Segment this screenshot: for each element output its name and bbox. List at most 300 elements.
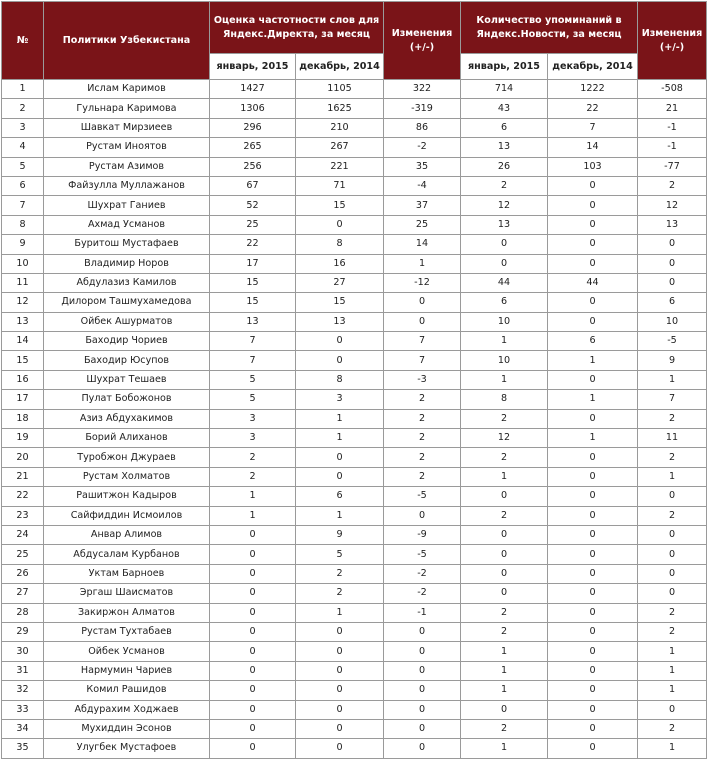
news-change-cell: -508	[638, 80, 707, 99]
row-number-cell: 22	[2, 487, 44, 506]
direct-change-cell: 14	[384, 235, 461, 254]
direct-change-cell: 322	[384, 80, 461, 99]
direct-change-cell: 2	[384, 467, 461, 486]
direct-change-cell: -1	[384, 603, 461, 622]
table-row	[2, 564, 707, 583]
news-change-cell: 7	[638, 390, 707, 409]
news-change-cell: 0	[638, 564, 707, 583]
direct-jan-2015-cell: 15	[210, 273, 296, 292]
table-row	[2, 157, 707, 176]
news-jan-2015-cell: 44	[461, 273, 548, 292]
direct-dec-2014-cell: 16	[296, 254, 384, 273]
news-dec-2014-cell: 0	[548, 719, 638, 738]
politician-name-cell: Рустам Тухтабаев	[44, 622, 210, 641]
direct-change-cell: 2	[384, 429, 461, 448]
news-jan-2015-cell: 1	[461, 332, 548, 351]
table-row	[2, 80, 707, 99]
news-change-cell: 2	[638, 176, 707, 195]
direct-jan-2015-cell: 0	[210, 661, 296, 680]
news-change-cell: 1	[638, 681, 707, 700]
news-jan-2015-cell: 0	[461, 525, 548, 544]
news-change-cell: 0	[638, 545, 707, 564]
row-number-cell: 11	[2, 273, 44, 292]
politician-name-cell: Нармумин Чариев	[44, 661, 210, 680]
direct-change-cell: -5	[384, 545, 461, 564]
news-jan-2015-cell: 1	[461, 467, 548, 486]
direct-change-cell: 0	[384, 312, 461, 331]
news-change-cell: 11	[638, 429, 707, 448]
news-change-cell: 0	[638, 525, 707, 544]
news-jan-2015-cell: 13	[461, 215, 548, 234]
news-change-cell: 21	[638, 99, 707, 118]
news-dec-2014-cell: 0	[548, 622, 638, 641]
row-number-cell: 16	[2, 370, 44, 389]
row-number-cell: 34	[2, 719, 44, 738]
direct-dec-2014-cell: 1	[296, 409, 384, 428]
news-dec-2014-cell: 0	[548, 700, 638, 719]
politician-name-cell: Туробжон Джураев	[44, 448, 210, 467]
direct-dec-2014-cell: 15	[296, 196, 384, 215]
news-dec-2014-cell: 0	[548, 448, 638, 467]
direct-jan-2015-cell: 0	[210, 700, 296, 719]
politician-name-cell: Абдулазиз Камилов	[44, 273, 210, 292]
news-change-cell: 6	[638, 293, 707, 312]
news-change-cell: 2	[638, 409, 707, 428]
politician-name-cell: Рустам Холматов	[44, 467, 210, 486]
direct-dec-2014-cell: 0	[296, 467, 384, 486]
direct-change-cell: -3	[384, 370, 461, 389]
table-row	[2, 642, 707, 661]
news-jan-2015-cell: 2	[461, 506, 548, 525]
table-row	[2, 293, 707, 312]
news-jan-2015-cell: 6	[461, 118, 548, 137]
direct-change-cell: 0	[384, 293, 461, 312]
news-dec-2014-cell: 0	[548, 312, 638, 331]
news-dec-2014-cell: 0	[548, 545, 638, 564]
politician-name-cell: Ахмад Усманов	[44, 215, 210, 234]
politician-name-cell: Пулат Бобожонов	[44, 390, 210, 409]
news-jan-2015-cell: 2	[461, 176, 548, 195]
news-change-cell: 9	[638, 351, 707, 370]
direct-jan-2015-cell: 22	[210, 235, 296, 254]
direct-jan-2015-cell: 52	[210, 196, 296, 215]
news-change-cell: 1	[638, 642, 707, 661]
news-dec-2014-cell: 103	[548, 157, 638, 176]
direct-dec-2014-cell: 2	[296, 584, 384, 603]
news-dec-2014-cell: 1	[548, 351, 638, 370]
direct-jan-2015-cell: 15	[210, 293, 296, 312]
direct-jan-2015-cell: 7	[210, 332, 296, 351]
news-jan-2015-cell: 0	[461, 235, 548, 254]
direct-dec-2014-cell: 1105	[296, 80, 384, 99]
news-change-cell: 0	[638, 254, 707, 273]
direct-change-cell: -319	[384, 99, 461, 118]
direct-change-cell: 7	[384, 332, 461, 351]
direct-dec-2014-cell: 6	[296, 487, 384, 506]
direct-dec-2014-cell: 27	[296, 273, 384, 292]
table-row	[2, 700, 707, 719]
header-row	[2, 2, 707, 54]
direct-jan-2015-cell: 2	[210, 467, 296, 486]
row-number-cell: 1	[2, 80, 44, 99]
news-jan-2015-cell: 2	[461, 622, 548, 641]
direct-jan-2015-cell: 0	[210, 584, 296, 603]
news-dec-2014-cell: 0	[548, 409, 638, 428]
direct-dec-2014-cell: 1	[296, 429, 384, 448]
direct-dec-2014-cell: 0	[296, 681, 384, 700]
news-jan-2015-cell: 2	[461, 448, 548, 467]
direct-change-cell: -9	[384, 525, 461, 544]
direct-dec-2014-cell: 1625	[296, 99, 384, 118]
news-change-cell: 13	[638, 215, 707, 234]
news-change-cell: -1	[638, 118, 707, 137]
direct-change-cell: -4	[384, 176, 461, 195]
row-number-cell: 6	[2, 176, 44, 195]
politician-name-cell: Уктам Барноев	[44, 564, 210, 583]
politician-name-cell: Рустам Иноятов	[44, 138, 210, 157]
news-change-cell: 0	[638, 584, 707, 603]
direct-dec-2014-cell: 9	[296, 525, 384, 544]
news-jan-2015-cell: 2	[461, 719, 548, 738]
news-dec-2014-cell: 0	[548, 467, 638, 486]
table-row	[2, 603, 707, 622]
politician-name-cell: Рустам Азимов	[44, 157, 210, 176]
row-number-cell: 7	[2, 196, 44, 215]
direct-jan-2015-cell: 0	[210, 681, 296, 700]
row-number-cell: 20	[2, 448, 44, 467]
table-row	[2, 390, 707, 409]
row-number-cell: 23	[2, 506, 44, 525]
news-jan-2015-cell: 2	[461, 603, 548, 622]
row-number-cell: 26	[2, 564, 44, 583]
news-dec-2014-cell: 1	[548, 390, 638, 409]
row-number-cell: 3	[2, 118, 44, 137]
news-dec-2014-cell: 0	[548, 254, 638, 273]
direct-jan-2015-cell: 1427	[210, 80, 296, 99]
direct-change-cell: 0	[384, 642, 461, 661]
news-dec-2014-cell: 44	[548, 273, 638, 292]
direct-dec-2014-cell: 15	[296, 293, 384, 312]
direct-change-cell: 0	[384, 681, 461, 700]
news-change-cell: 2	[638, 506, 707, 525]
row-number-cell: 8	[2, 215, 44, 234]
news-change-cell: 1	[638, 467, 707, 486]
direct-dec-2014-cell: 8	[296, 235, 384, 254]
news-dec-2014-cell: 0	[548, 603, 638, 622]
direct-dec-2014-cell: 0	[296, 700, 384, 719]
direct-dec-2014-cell: 71	[296, 176, 384, 195]
direct-dec-2014-cell: 0	[296, 642, 384, 661]
direct-change-cell: 37	[384, 196, 461, 215]
news-dec-2014-cell: 0	[548, 506, 638, 525]
news-jan-2015-cell: 2	[461, 409, 548, 428]
politician-name-cell: Файзулла Муллажанов	[44, 176, 210, 195]
direct-change-cell: 0	[384, 506, 461, 525]
direct-jan-2015-cell: 256	[210, 157, 296, 176]
news-jan-2015-cell: 0	[461, 487, 548, 506]
direct-jan-2015-cell: 0	[210, 622, 296, 641]
subheader-news-jan-2015: январь, 2015	[461, 54, 548, 80]
news-change-cell: -77	[638, 157, 707, 176]
direct-dec-2014-cell: 221	[296, 157, 384, 176]
politician-name-cell: Анвар Алимов	[44, 525, 210, 544]
direct-dec-2014-cell: 0	[296, 448, 384, 467]
news-jan-2015-cell: 43	[461, 99, 548, 118]
table-row	[2, 525, 707, 544]
news-dec-2014-cell: 7	[548, 118, 638, 137]
direct-jan-2015-cell: 25	[210, 215, 296, 234]
direct-jan-2015-cell: 67	[210, 176, 296, 195]
politician-name-cell: Закиржон Алматов	[44, 603, 210, 622]
direct-dec-2014-cell: 1	[296, 603, 384, 622]
news-dec-2014-cell: 6	[548, 332, 638, 351]
row-number-cell: 31	[2, 661, 44, 680]
news-change-cell: 2	[638, 622, 707, 641]
politician-name-cell: Абдусалам Курбанов	[44, 545, 210, 564]
table-row	[2, 254, 707, 273]
table-row	[2, 448, 707, 467]
politician-name-cell: Шухрат Тешаев	[44, 370, 210, 389]
direct-dec-2014-cell: 1	[296, 506, 384, 525]
news-change-cell: 0	[638, 235, 707, 254]
direct-jan-2015-cell: 1306	[210, 99, 296, 118]
politician-name-cell: Ислам Каримов	[44, 80, 210, 99]
table-row	[2, 99, 707, 118]
table-row	[2, 138, 707, 157]
news-dec-2014-cell: 0	[548, 196, 638, 215]
direct-dec-2014-cell: 267	[296, 138, 384, 157]
direct-jan-2015-cell: 5	[210, 390, 296, 409]
direct-jan-2015-cell: 1	[210, 487, 296, 506]
direct-jan-2015-cell: 296	[210, 118, 296, 137]
table-row	[2, 235, 707, 254]
direct-jan-2015-cell: 2	[210, 448, 296, 467]
news-dec-2014-cell: 0	[548, 293, 638, 312]
news-change-cell: 2	[638, 603, 707, 622]
direct-jan-2015-cell: 3	[210, 429, 296, 448]
direct-dec-2014-cell: 0	[296, 351, 384, 370]
table-header	[2, 2, 707, 80]
direct-change-cell: -2	[384, 564, 461, 583]
news-dec-2014-cell: 1	[548, 429, 638, 448]
news-jan-2015-cell: 26	[461, 157, 548, 176]
direct-change-cell: 7	[384, 351, 461, 370]
news-jan-2015-cell: 10	[461, 351, 548, 370]
row-number-cell: 30	[2, 642, 44, 661]
direct-jan-2015-cell: 5	[210, 370, 296, 389]
direct-jan-2015-cell: 0	[210, 564, 296, 583]
direct-jan-2015-cell: 13	[210, 312, 296, 331]
direct-dec-2014-cell: 0	[296, 739, 384, 758]
news-dec-2014-cell: 0	[548, 739, 638, 758]
news-change-cell: -1	[638, 138, 707, 157]
news-change-cell: 1	[638, 661, 707, 680]
row-number-cell: 14	[2, 332, 44, 351]
politician-name-cell: Буритош Мустафаев	[44, 235, 210, 254]
direct-change-cell: 35	[384, 157, 461, 176]
direct-jan-2015-cell: 0	[210, 545, 296, 564]
row-number-cell: 5	[2, 157, 44, 176]
table-row	[2, 370, 707, 389]
politician-name-cell: Борий Алиханов	[44, 429, 210, 448]
row-number-cell: 21	[2, 467, 44, 486]
direct-dec-2014-cell: 13	[296, 312, 384, 331]
news-dec-2014-cell: 0	[548, 525, 638, 544]
news-dec-2014-cell: 0	[548, 661, 638, 680]
row-number-cell: 10	[2, 254, 44, 273]
news-dec-2014-cell: 14	[548, 138, 638, 157]
table-row	[2, 506, 707, 525]
politician-name-cell: Баходир Юсупов	[44, 351, 210, 370]
table-row	[2, 487, 707, 506]
news-dec-2014-cell: 0	[548, 564, 638, 583]
table-row	[2, 215, 707, 234]
row-number-cell: 24	[2, 525, 44, 544]
table-row	[2, 196, 707, 215]
table-row	[2, 332, 707, 351]
news-jan-2015-cell: 0	[461, 564, 548, 583]
table-row	[2, 719, 707, 738]
news-jan-2015-cell: 1	[461, 681, 548, 700]
direct-change-cell: 0	[384, 700, 461, 719]
direct-change-cell: 25	[384, 215, 461, 234]
news-dec-2014-cell: 0	[548, 642, 638, 661]
subheader-direct-dec-2014: декабрь, 2014	[296, 54, 384, 80]
news-jan-2015-cell: 1	[461, 739, 548, 758]
direct-jan-2015-cell: 3	[210, 409, 296, 428]
news-dec-2014-cell: 0	[548, 681, 638, 700]
direct-dec-2014-cell: 210	[296, 118, 384, 137]
news-change-cell: 1	[638, 370, 707, 389]
news-change-cell: 12	[638, 196, 707, 215]
politician-name-cell: Баходир Чориев	[44, 332, 210, 351]
politician-name-cell: Шавкат Мирзиеев	[44, 118, 210, 137]
news-change-cell: 1	[638, 739, 707, 758]
news-change-cell: 0	[638, 487, 707, 506]
news-dec-2014-cell: 0	[548, 176, 638, 195]
header-change-direct: Изменения (+/-)	[384, 2, 461, 80]
direct-change-cell: 0	[384, 661, 461, 680]
table-row	[2, 661, 707, 680]
news-dec-2014-cell: 0	[548, 215, 638, 234]
news-jan-2015-cell: 1	[461, 370, 548, 389]
direct-dec-2014-cell: 0	[296, 622, 384, 641]
table-row	[2, 176, 707, 195]
header-number: №	[2, 2, 44, 80]
row-number-cell: 29	[2, 622, 44, 641]
news-dec-2014-cell: 1222	[548, 80, 638, 99]
news-jan-2015-cell: 0	[461, 584, 548, 603]
news-change-cell: 0	[638, 700, 707, 719]
table-row	[2, 622, 707, 641]
news-change-cell: 10	[638, 312, 707, 331]
direct-dec-2014-cell: 5	[296, 545, 384, 564]
news-jan-2015-cell: 0	[461, 700, 548, 719]
politician-name-cell: Азиз Абдухакимов	[44, 409, 210, 428]
news-jan-2015-cell: 12	[461, 429, 548, 448]
table-row	[2, 545, 707, 564]
direct-change-cell: 2	[384, 390, 461, 409]
table-row	[2, 429, 707, 448]
news-change-cell: 2	[638, 719, 707, 738]
politician-name-cell: Шухрат Ганиев	[44, 196, 210, 215]
politician-name-cell: Ойбек Усманов	[44, 642, 210, 661]
politician-name-cell: Абдурахим Ходжаев	[44, 700, 210, 719]
header-yandex-direct: Оценка частотности слов для Яндекс.Директа, за месяц	[210, 2, 384, 54]
row-number-cell: 33	[2, 700, 44, 719]
direct-dec-2014-cell: 3	[296, 390, 384, 409]
direct-change-cell: -2	[384, 584, 461, 603]
direct-jan-2015-cell: 0	[210, 739, 296, 758]
news-change-cell: 0	[638, 273, 707, 292]
table-row	[2, 739, 707, 758]
news-jan-2015-cell: 10	[461, 312, 548, 331]
direct-change-cell: -2	[384, 138, 461, 157]
table-row	[2, 584, 707, 603]
politician-name-cell: Рашитжон Кадыров	[44, 487, 210, 506]
direct-dec-2014-cell: 8	[296, 370, 384, 389]
table-row	[2, 681, 707, 700]
table-row	[2, 409, 707, 428]
news-jan-2015-cell: 8	[461, 390, 548, 409]
row-number-cell: 15	[2, 351, 44, 370]
direct-jan-2015-cell: 0	[210, 642, 296, 661]
news-jan-2015-cell: 714	[461, 80, 548, 99]
direct-jan-2015-cell: 0	[210, 719, 296, 738]
row-number-cell: 19	[2, 429, 44, 448]
direct-change-cell: 0	[384, 622, 461, 641]
row-number-cell: 13	[2, 312, 44, 331]
news-jan-2015-cell: 1	[461, 642, 548, 661]
news-jan-2015-cell: 6	[461, 293, 548, 312]
row-number-cell: 18	[2, 409, 44, 428]
politician-name-cell: Мухиддин Эсонов	[44, 719, 210, 738]
direct-dec-2014-cell: 0	[296, 661, 384, 680]
direct-change-cell: 2	[384, 409, 461, 428]
direct-change-cell: 86	[384, 118, 461, 137]
news-jan-2015-cell: 0	[461, 254, 548, 273]
news-change-cell: -5	[638, 332, 707, 351]
politician-name-cell: Эргаш Шаисматов	[44, 584, 210, 603]
politician-name-cell: Улугбек Мустафоев	[44, 739, 210, 758]
news-jan-2015-cell: 1	[461, 661, 548, 680]
news-dec-2014-cell: 0	[548, 235, 638, 254]
news-dec-2014-cell: 22	[548, 99, 638, 118]
direct-jan-2015-cell: 17	[210, 254, 296, 273]
news-dec-2014-cell: 0	[548, 370, 638, 389]
row-number-cell: 17	[2, 390, 44, 409]
direct-change-cell: 1	[384, 254, 461, 273]
table-row	[2, 273, 707, 292]
table-row	[2, 118, 707, 137]
direct-change-cell: -12	[384, 273, 461, 292]
politician-name-cell: Комил Рашидов	[44, 681, 210, 700]
direct-dec-2014-cell: 0	[296, 719, 384, 738]
table-body	[2, 80, 707, 759]
politician-name-cell: Гульнара Каримова	[44, 99, 210, 118]
row-number-cell: 35	[2, 739, 44, 758]
subheader-direct-jan-2015: январь, 2015	[210, 54, 296, 80]
header-change-news: Изменения (+/-)	[638, 2, 707, 80]
row-number-cell: 2	[2, 99, 44, 118]
row-number-cell: 9	[2, 235, 44, 254]
politician-name-cell: Ойбек Ашурматов	[44, 312, 210, 331]
row-number-cell: 25	[2, 545, 44, 564]
direct-jan-2015-cell: 1	[210, 506, 296, 525]
table-row	[2, 312, 707, 331]
row-number-cell: 32	[2, 681, 44, 700]
politician-name-cell: Владимир Норов	[44, 254, 210, 273]
